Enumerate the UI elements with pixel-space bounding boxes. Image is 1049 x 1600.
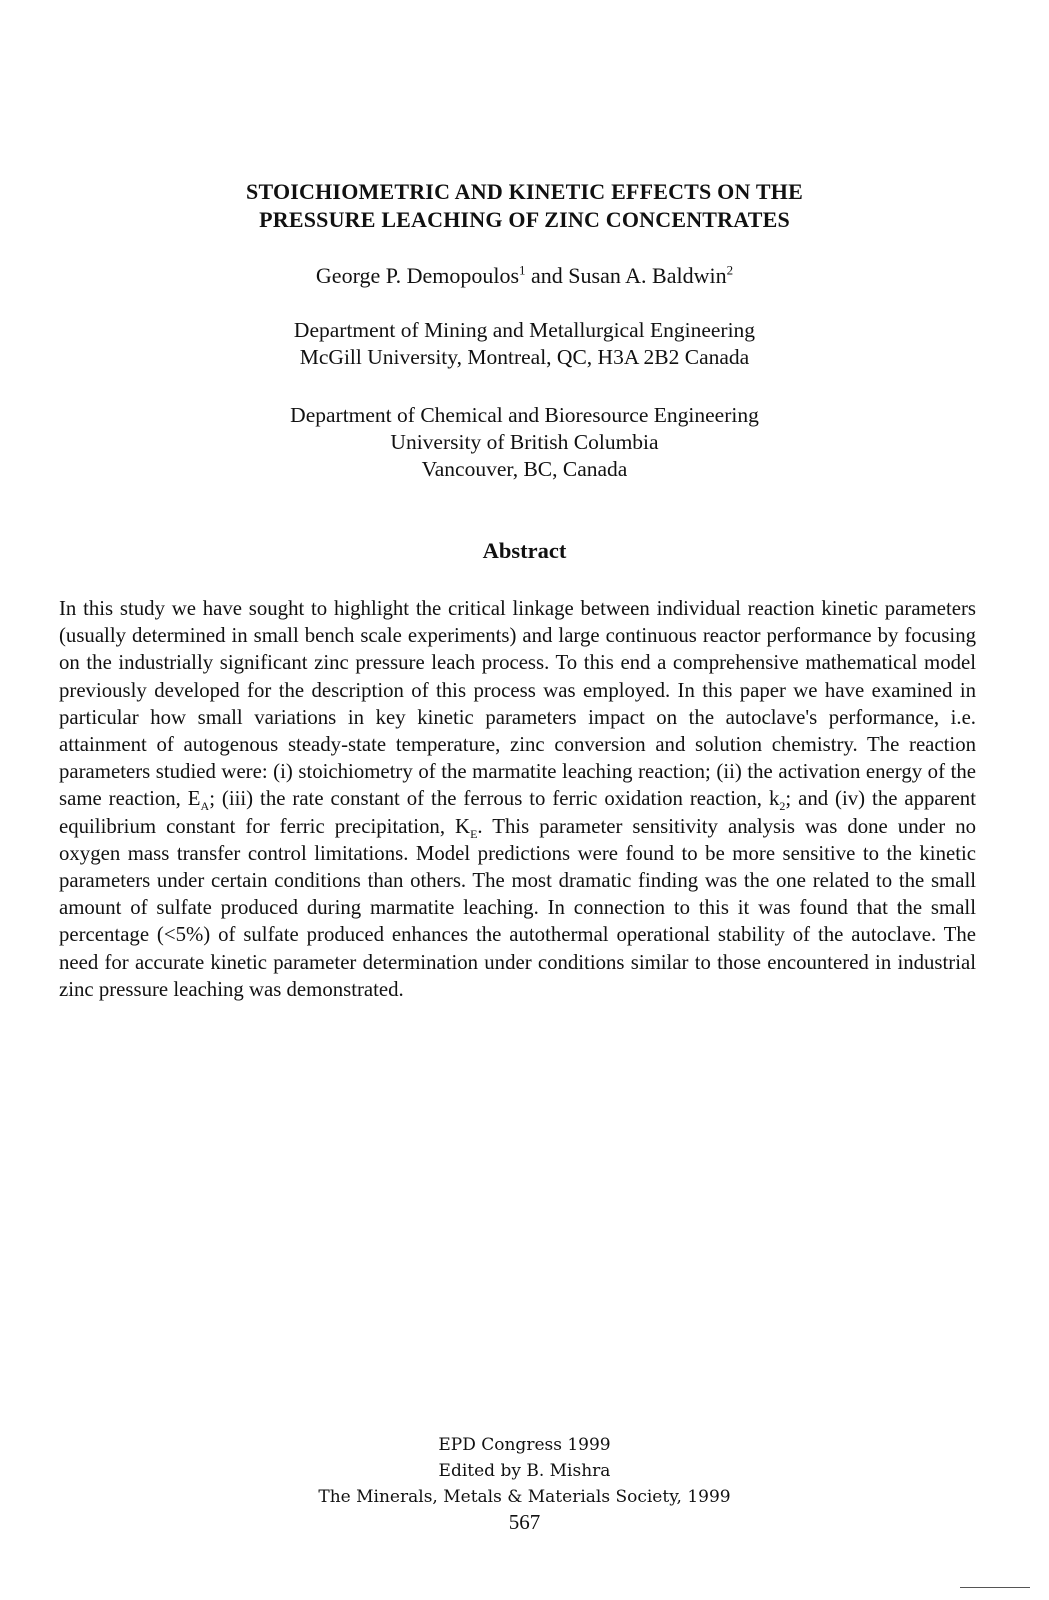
author-1-name: George P. Demopoulos: [315, 263, 520, 288]
subscript-a: A: [200, 799, 210, 814]
publication-footer: [0, 1432, 1049, 1534]
affiliation-2-department: Department of Chemical and Bioresource Engineering: [290, 403, 759, 427]
page-number: 567: [508, 1510, 541, 1534]
affiliation-1-department: Department of Mining and Metallurgical Engineering: [293, 318, 756, 342]
abstract-text: [59, 595, 976, 1003]
affiliation-1: [0, 317, 1049, 371]
abstract-text-part-1: In this study we have sought to highlight the critical linkage between individual reaction kinetic parameters (usually determined in small bench scale experiments) and large continuous reactor performance by focusing on the industrially significant zinc pressure leach process. To this end a comprehensive mathematical model previously developed for the description of this process was employed. In this paper we have examined in particular how small variations in key kinetic parameters impact on the autoclave's performance, i.e. attainment of autogenous steady-state temperature, zinc conversion and solution chemistry. The reaction parameters studied were: (i) stoichiometry of the marmatite leaching reaction; (ii) the activation energy of the same reaction, E: [59, 597, 976, 811]
abstract-heading: Abstract: [482, 538, 567, 563]
title-line-2: PRESSURE LEACHING OF ZINC CONCENTRATES: [259, 207, 790, 232]
affiliation-1-institution: McGill University, Montreal, QC, H3A 2B2 Canada: [299, 345, 750, 369]
author-conjunction: and: [525, 263, 569, 288]
abstract-text-part-2: ; (iii) the rate constant of the ferrous to ferric oxidation reaction, k: [209, 787, 780, 811]
abstract-text-part-4: . This parameter sensitivity analysis was done under no oxygen mass transfer control limitations. Model predictions were found to be more sensitive to the kinetic parameters under certain conditions than others. The most dramatic finding was the one related to the small amount of sulfate produced during marmatite leaching. In connection to this it was found that the small percentage (<5%) of sulfate produced enhances the autothermal operational stability of the autoclave. The need for accurate kinetic parameter determination under conditions similar to those encountered in industrial zinc pressure leaching was demonstrated.: [59, 814, 976, 1001]
footer-publisher: The Minerals, Metals & Materials Society, 1999: [318, 1487, 731, 1507]
footer-conference: EPD Congress 1999: [438, 1435, 611, 1455]
author-2-name: Susan A. Baldwin: [568, 263, 727, 288]
subscript-e: E: [470, 826, 478, 841]
footer-editor: Edited by B. Mishra: [438, 1461, 611, 1481]
author-line: [0, 263, 1049, 289]
abstract-text-part-3: ; and (iv) the apparent equilibrium constant for ferric precipitation, K: [59, 787, 976, 838]
paper-title: [0, 178, 1049, 234]
subscript-2: 2: [779, 799, 786, 814]
author-1-affiliation-mark: 1: [519, 262, 526, 278]
affiliation-2-institution: University of British Columbia: [390, 430, 659, 454]
title-line-1: STOICHIOMETRIC AND KINETIC EFFECTS ON THE: [246, 179, 803, 204]
corner-rule-divider: [960, 1587, 1030, 1588]
affiliation-2-location: Vancouver, BC, Canada: [421, 457, 628, 481]
affiliation-2: [0, 402, 1049, 483]
author-2-affiliation-mark: 2: [726, 262, 734, 278]
